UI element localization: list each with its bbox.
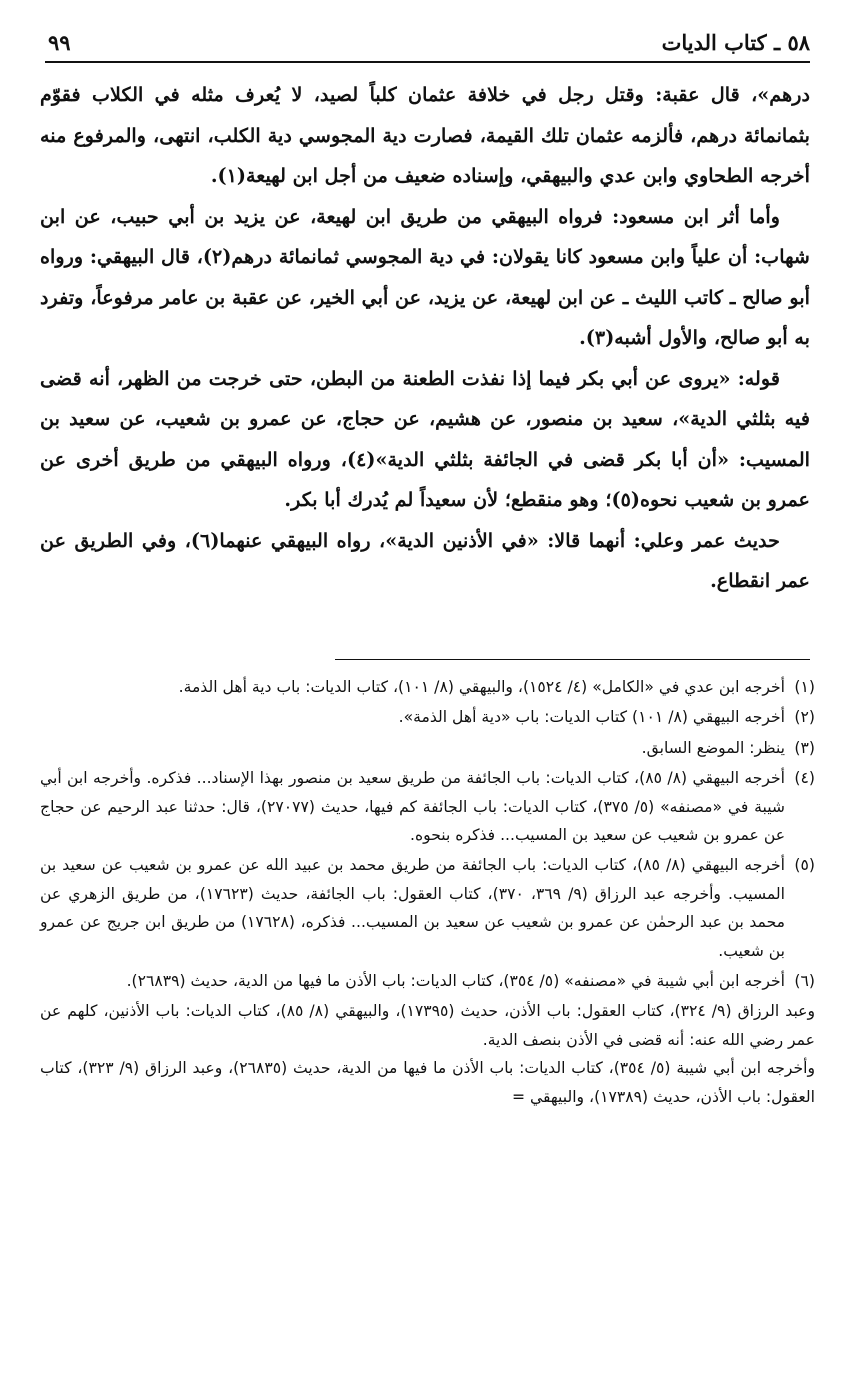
footnote-continuation: وأخرجه ابن أبي شيبة (٥/ ٣٥٤)، كتاب الديات: باب الأذن ما فيها من الدية، حديث (٢٦٨٣٥)، وعبد الرزاق (٩/ ٣٢٣)، كتاب العقول: باب الأذن، حديث (١٧٣٨٩)، والبيهقي =: [40, 1059, 815, 1106]
footnote-number: (٣): [794, 738, 815, 757]
header-rule: [45, 61, 810, 63]
footnote-number: (٦): [794, 972, 815, 991]
footnote-text: أخرجه ابن عدي في «الكامل» (٤/ ١٥٢٤)، والبيهقي (٨/ ١٠١)، كتاب الديات: باب دية أهل الذمة.: [178, 678, 785, 696]
footnote-text: أخرجه البيهقي (٨/ ٨٥)، كتاب الديات: باب الجائفة من طريق سعيد بن منصور بهذا الإسناد... فذكره. وأخرجه ابن أبي شيبة في «مصنفه» (٥/ ٣٧٥)، كتاب الديات: باب الجائفة كم فيها، حديث (٢٧٠٧٧)، قال: حدثنا عبد الرحيم عن حجاج عن عمرو بن شعيب عن سعيد بن المسيب... فذكره بنحوه.: [40, 769, 785, 845]
page-number: ٩٩: [48, 30, 71, 55]
footnote-text: أخرجه ابن أبي شيبة في «مصنفه» (٥/ ٣٥٤)، كتاب الديات: باب الأذن ما فيها من الدية، حديث (٢٦٨٣٩).: [126, 972, 785, 991]
footnote-text: أخرجه البيهقي (٨/ ٨٥)، كتاب الديات: باب الجائفة من طريق محمد بن عبيد الله عن عمرو بن شعيب عن سعيد بن المسيب. وأخرجه عبد الرزاق (٩/ ٣٦٩، ٣٧٠)، كتاب العقول: باب الجائفة، حديث (١٧٦٢٣)، من طريق الزهري عن محمد بن عبد الرحمٰن عن عمرو بن شعيب عن سعيد بن المسيب... فذكره، (١٧٦٢٨) من طريق ابن جريج عن عمرو بن شعيب.: [40, 856, 785, 960]
footnote-separator: [335, 659, 810, 660]
footnote-number: (٤): [794, 769, 815, 788]
footnote-text: أخرجه البيهقي (٨/ ١٠١) كتاب الديات: باب «دية أهل الذمة».: [398, 708, 785, 727]
chapter-title: ٥٨ ـ كتاب الديات: [661, 30, 810, 55]
body-paragraph: درهم»، قال عقبة: وقتل رجل في خلافة عثمان كلباً لصيد، لا يُعرف مثله في الكلاب فقوّم بثمانمائة درهم، فألزمه عثمان تلك القيمة، فصارت دية المجوسي دية الكلب، انتهى، والمرفوع منه أخرجه الطحاوي وابن عدي والبيهقي، وإسناده ضعيف من أجل ابن لهيعة(١).: [40, 83, 810, 187]
body-paragraph: وأما أثر ابن مسعود: فرواه البيهقي من طريق ابن لهيعة، عن يزيد بن أبي حبيب، عن ابن شهاب: أن علياً وابن مسعود كانا يقولان: في دية المجوسي ثمانمائة درهم(٢)، قال البيهقي: ورواه أبو صالح ـ كاتب الليث ـ عن ابن لهيعة، عن يزيد، عن أبي الخير، عن عقبة بن عامر مرفوعاً، وتفرد به أبو صالح، والأول أشبه(٣).: [40, 204, 810, 349]
footnote: [40, 734, 815, 762]
footnote: [40, 967, 815, 995]
footnote-number: (٥): [794, 856, 815, 875]
footnote: [40, 851, 815, 965]
footnote: [40, 673, 815, 701]
footnote-number: (١): [794, 678, 815, 696]
main-text: [40, 75, 810, 602]
footnote: [40, 703, 815, 731]
body-paragraph: قوله: «يروى عن أبي بكر فيما إذا نفذت الطعنة من البطن، حتى خرجت من الظهر، أنه قضى فيه بثلثي الدية»، سعيد بن منصور، عن هشيم، عن حجاج، عن عمرو بن شعيب، عن سعيد بن المسيب: «أن أبا بكر قضى في الجائفة بثلثي الدية»(٤)، ورواه البيهقي من طريق أخرى عن عمرو بن شعيب نحوه(٥)؛ وهو منقطع؛ لأن سعيداً لم يُدرك أبا بكر.: [40, 366, 810, 511]
footnotes: [40, 673, 815, 1111]
page-header: [48, 30, 810, 64]
body-paragraph: حديث عمر وعلي: أنهما قالا: «في الأذنين الدية»، رواه البيهقي عنهما(٦)، وفي الطريق عن عمر انقطاع.: [40, 528, 810, 592]
footnote: [40, 764, 815, 849]
footnote-continuation: وعبد الرزاق (٩/ ٣٢٤)، كتاب العقول: باب الأذن، حديث (١٧٣٩٥)، والبيهقي (٨/ ٨٥)، كتاب الديات: باب الأذنين، كلهم عن عمر رضي الله عنه: أنه قضى في الأذن بنصف الدية.: [40, 1002, 816, 1049]
footnote-text: ينظر: الموضع السابق.: [641, 738, 785, 757]
footnote-number: (٢): [794, 708, 815, 727]
